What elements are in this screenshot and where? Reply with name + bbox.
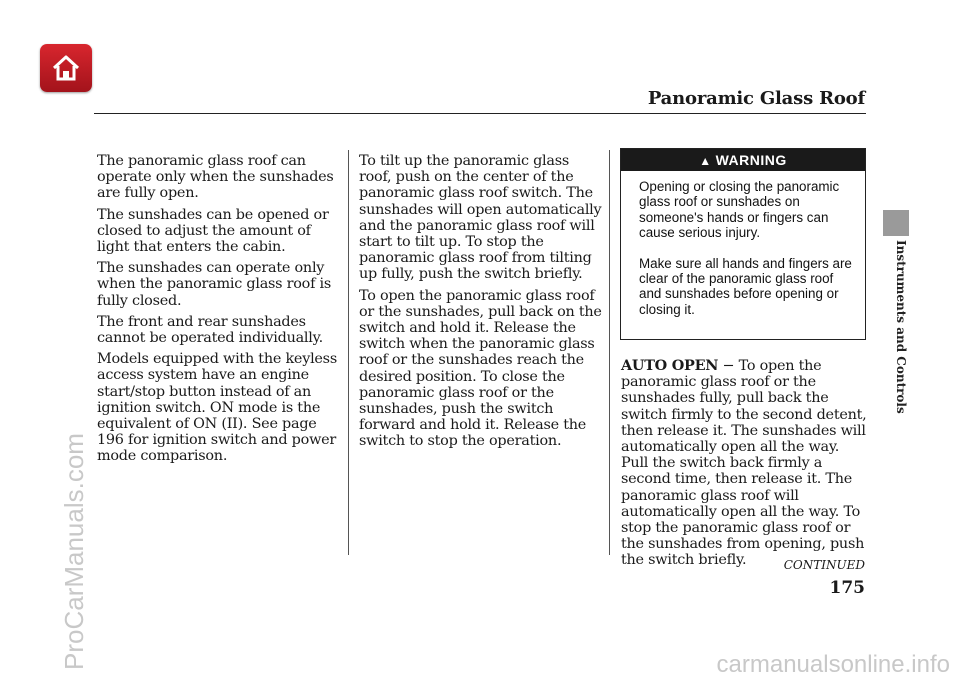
- page-title: Panoramic Glass Roof: [647, 88, 865, 109]
- warning-triangle-icon: ▲: [699, 154, 712, 168]
- home-button[interactable]: [40, 44, 92, 92]
- auto-open-separator: −: [718, 358, 739, 374]
- home-icon: [48, 50, 84, 86]
- warning-heading: WARNING: [715, 152, 787, 168]
- column-left: [97, 153, 342, 470]
- warning-paragraph: Opening or closing the panoramic glass roof or sunshades on someone's hands or fingers can cause serious injury.: [639, 179, 840, 241]
- section-label-text: Instruments and Controls: [894, 240, 908, 414]
- paragraph: The panoramic glass roof can operate only when the sunshades are fully open.: [97, 153, 334, 202]
- warning-header: [621, 149, 865, 171]
- paragraph: The sunshades can be opened or closed to adjust the amount of light that enters the cabin.: [97, 206, 329, 256]
- column-middle: [359, 153, 604, 455]
- warning-paragraph: Make sure all hands and fingers are clear of the panoramic glass roof and sunshades before opening or closing it.: [639, 255, 852, 317]
- continued-label: CONTINUED: [783, 558, 865, 572]
- title-divider: [94, 113, 866, 114]
- auto-open-heading: AUTO OPEN: [621, 357, 719, 374]
- paragraph: The front and rear sunshades cannot be operated individually.: [97, 313, 323, 347]
- auto-open-section: [621, 358, 867, 569]
- page-number: 175: [829, 578, 865, 598]
- paragraph: The sunshades can operate only when the panoramic glass roof is fully closed.: [97, 260, 331, 309]
- column-divider: [348, 150, 349, 555]
- watermark-vertical-text: ProCarManuals.com: [59, 433, 89, 670]
- section-tab-marker[interactable]: [883, 210, 909, 236]
- paragraph: Models equipped with the keyless access system have an engine start/stop button instead of an ignition switch. ON mode is the equivalent of ON (II). See page 196 for ignition switch and power mode comparison.: [97, 351, 337, 465]
- column-divider: [609, 150, 610, 555]
- watermark-vertical: [58, 240, 98, 670]
- paragraph: To tilt up the panoramic glass roof, push on the center of the panoramic glass roof switch. The sunshades will open automatically and the panoramic glass roof will start to tilt up. To stop the panoramic glass roof from tilting up fully, push the switch briefly.: [359, 153, 602, 283]
- warning-box: [620, 148, 866, 340]
- auto-open-text: To open the panoramic glass roof or the sunshades fully, pull back the switch firmly to the second detent, then release it. The sunshades will automatically open all the way. Pull the switch back firmly a second time, then release it. The panoramic glass roof will automatically open all the way. To stop the panoramic glass roof or the sunshades from opening, push the switch briefly.: [621, 358, 867, 569]
- watermark-horizontal: carmanualsonline.info: [716, 651, 950, 678]
- paragraph: To open the panoramic glass roof or the sunshades, pull back on the switch and hold it. Release the switch when the panoramic glass roof or the sunshades reach the desired position. To close the panoramic glass roof or the sunshades, push the switch forward and hold it. Release the switch to stop the operation.: [359, 287, 602, 450]
- section-label: [870, 240, 922, 414]
- warning-body: [621, 171, 865, 317]
